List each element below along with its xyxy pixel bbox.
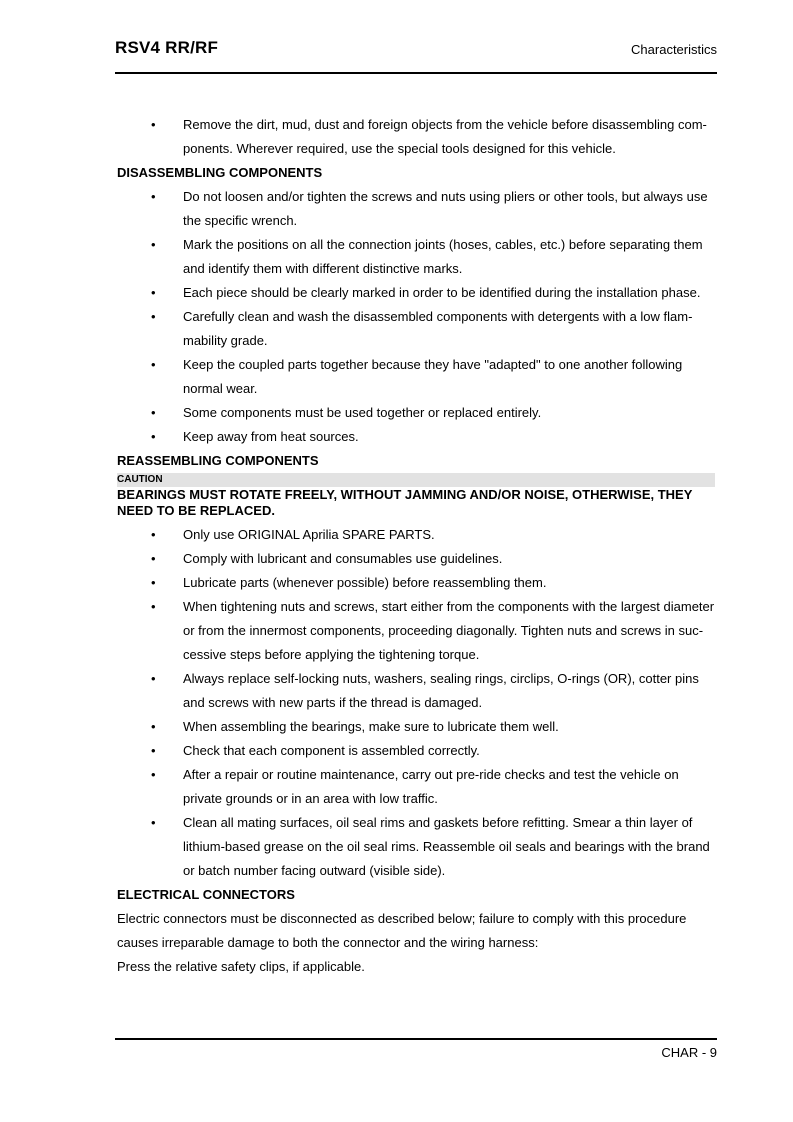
- list-item: [117, 595, 715, 667]
- list-item: [117, 425, 715, 449]
- bullet-icon: •: [151, 575, 156, 590]
- list-item-text: Mark the positions on all the connection joints (hoses, cables, etc.) before separating them and identify them with different distinctive marks.: [183, 237, 703, 276]
- section-name: Characteristics: [631, 42, 717, 57]
- bullet-icon: •: [151, 405, 156, 420]
- list-item: [117, 281, 715, 305]
- list-item-text: Comply with lubricant and consumables use guidelines.: [183, 551, 503, 566]
- bullet-icon: •: [151, 309, 156, 324]
- reassembling-heading: REASSEMBLING COMPONENTS: [117, 453, 319, 468]
- list-item: [117, 305, 715, 353]
- disassembling-heading: DISASSEMBLING COMPONENTS: [117, 165, 323, 180]
- list-item-text: Keep away from heat sources.: [183, 429, 359, 444]
- list-item: [117, 715, 715, 739]
- bullet-icon: •: [151, 599, 156, 614]
- disassembling-bullet-list: [117, 185, 715, 449]
- list-item-text: Clean all mating surfaces, oil seal rims and gaskets before refitting. Smear a thin layer of lithium-based grease on the oil seal rims. Reassemble oil seals and bearings with the brand or batch number facing outward (visible side).: [183, 815, 710, 878]
- bullet-icon: •: [151, 285, 156, 300]
- bullet-icon: •: [151, 117, 156, 132]
- list-item: [117, 547, 715, 571]
- list-item: [117, 113, 715, 161]
- caution-text: BEARINGS MUST ROTATE FREELY, WITHOUT JAMMING AND/OR NOISE, OTHERWISE, THEY NEED TO BE REPLACED.: [117, 487, 693, 518]
- electrical-paragraph: Electric connectors must be disconnected as described below; failure to comply with this procedure causes irreparable damage to both the connector and the wiring harness:: [117, 911, 687, 950]
- list-item: [117, 185, 715, 233]
- electrical-paragraph-note: Press the relative safety clips, if applicable.: [117, 959, 365, 974]
- caution-label: CAUTION: [117, 473, 715, 487]
- bullet-icon: •: [151, 719, 156, 734]
- list-item-text: Only use ORIGINAL Aprilia SPARE PARTS.: [183, 527, 435, 542]
- bullet-icon: •: [151, 357, 156, 372]
- reassembling-bullet-list: [117, 523, 715, 883]
- intro-bullet-list: [117, 113, 715, 161]
- bullet-icon: •: [151, 237, 156, 252]
- list-item-text: Carefully clean and wash the disassembled components with detergents with a low flam-mability grade.: [183, 309, 693, 348]
- list-item: [117, 571, 715, 595]
- electrical-heading: ELECTRICAL CONNECTORS: [117, 887, 295, 902]
- list-item-text: Keep the coupled parts together because they have "adapted" to one another following normal wear.: [183, 357, 683, 396]
- bullet-icon: •: [151, 527, 156, 542]
- bullet-icon: •: [151, 743, 156, 758]
- list-item-text: After a repair or routine maintenance, carry out pre-ride checks and test the vehicle on private grounds or in an area with low traffic.: [183, 767, 679, 806]
- page-header: [115, 38, 717, 74]
- list-item-text: Each piece should be clearly marked in order to be identified during the installation phase.: [183, 285, 701, 300]
- list-item: [117, 811, 715, 883]
- list-item-text: Always replace self-locking nuts, washers, sealing rings, circlips, O-rings (OR), cotter pins and screws with new parts if the thread is damaged.: [183, 671, 699, 710]
- list-item: [117, 401, 715, 425]
- list-item-text: Remove the dirt, mud, dust and foreign objects from the vehicle before disassembling com-ponents. Wherever required, use the special tools designed for this vehicle.: [183, 117, 707, 156]
- list-item-text: Lubricate parts (whenever possible) before reassembling them.: [183, 575, 547, 590]
- list-item: [117, 667, 715, 715]
- list-item: [117, 763, 715, 811]
- list-item: [117, 233, 715, 281]
- bullet-icon: •: [151, 671, 156, 686]
- list-item-text: Do not loosen and/or tighten the screws and nuts using pliers or other tools, but always use the specific wrench.: [183, 189, 708, 228]
- list-item-text: Check that each component is assembled correctly.: [183, 743, 480, 758]
- bullet-icon: •: [151, 815, 156, 830]
- list-item-text: When tightening nuts and screws, start either from the components with the largest diameter or from the innermost components, proceeding diagonally. Tighten nuts and screws in suc-cessive steps before applying the tightening torque.: [183, 599, 715, 662]
- list-item: [117, 353, 715, 401]
- manual-title: RSV4 RR/RF: [115, 38, 219, 57]
- list-item: [117, 739, 715, 763]
- bullet-icon: •: [151, 189, 156, 204]
- list-item-text: Some components must be used together or replaced entirely.: [183, 405, 542, 420]
- page-footer: [115, 1038, 717, 1060]
- bullet-icon: •: [151, 551, 156, 566]
- bullet-icon: •: [151, 429, 156, 444]
- page-number: CHAR - 9: [661, 1045, 717, 1060]
- list-item-text: When assembling the bearings, make sure to lubricate them well.: [183, 719, 559, 734]
- bullet-icon: •: [151, 767, 156, 782]
- list-item: [117, 523, 715, 547]
- page-content: [117, 113, 715, 979]
